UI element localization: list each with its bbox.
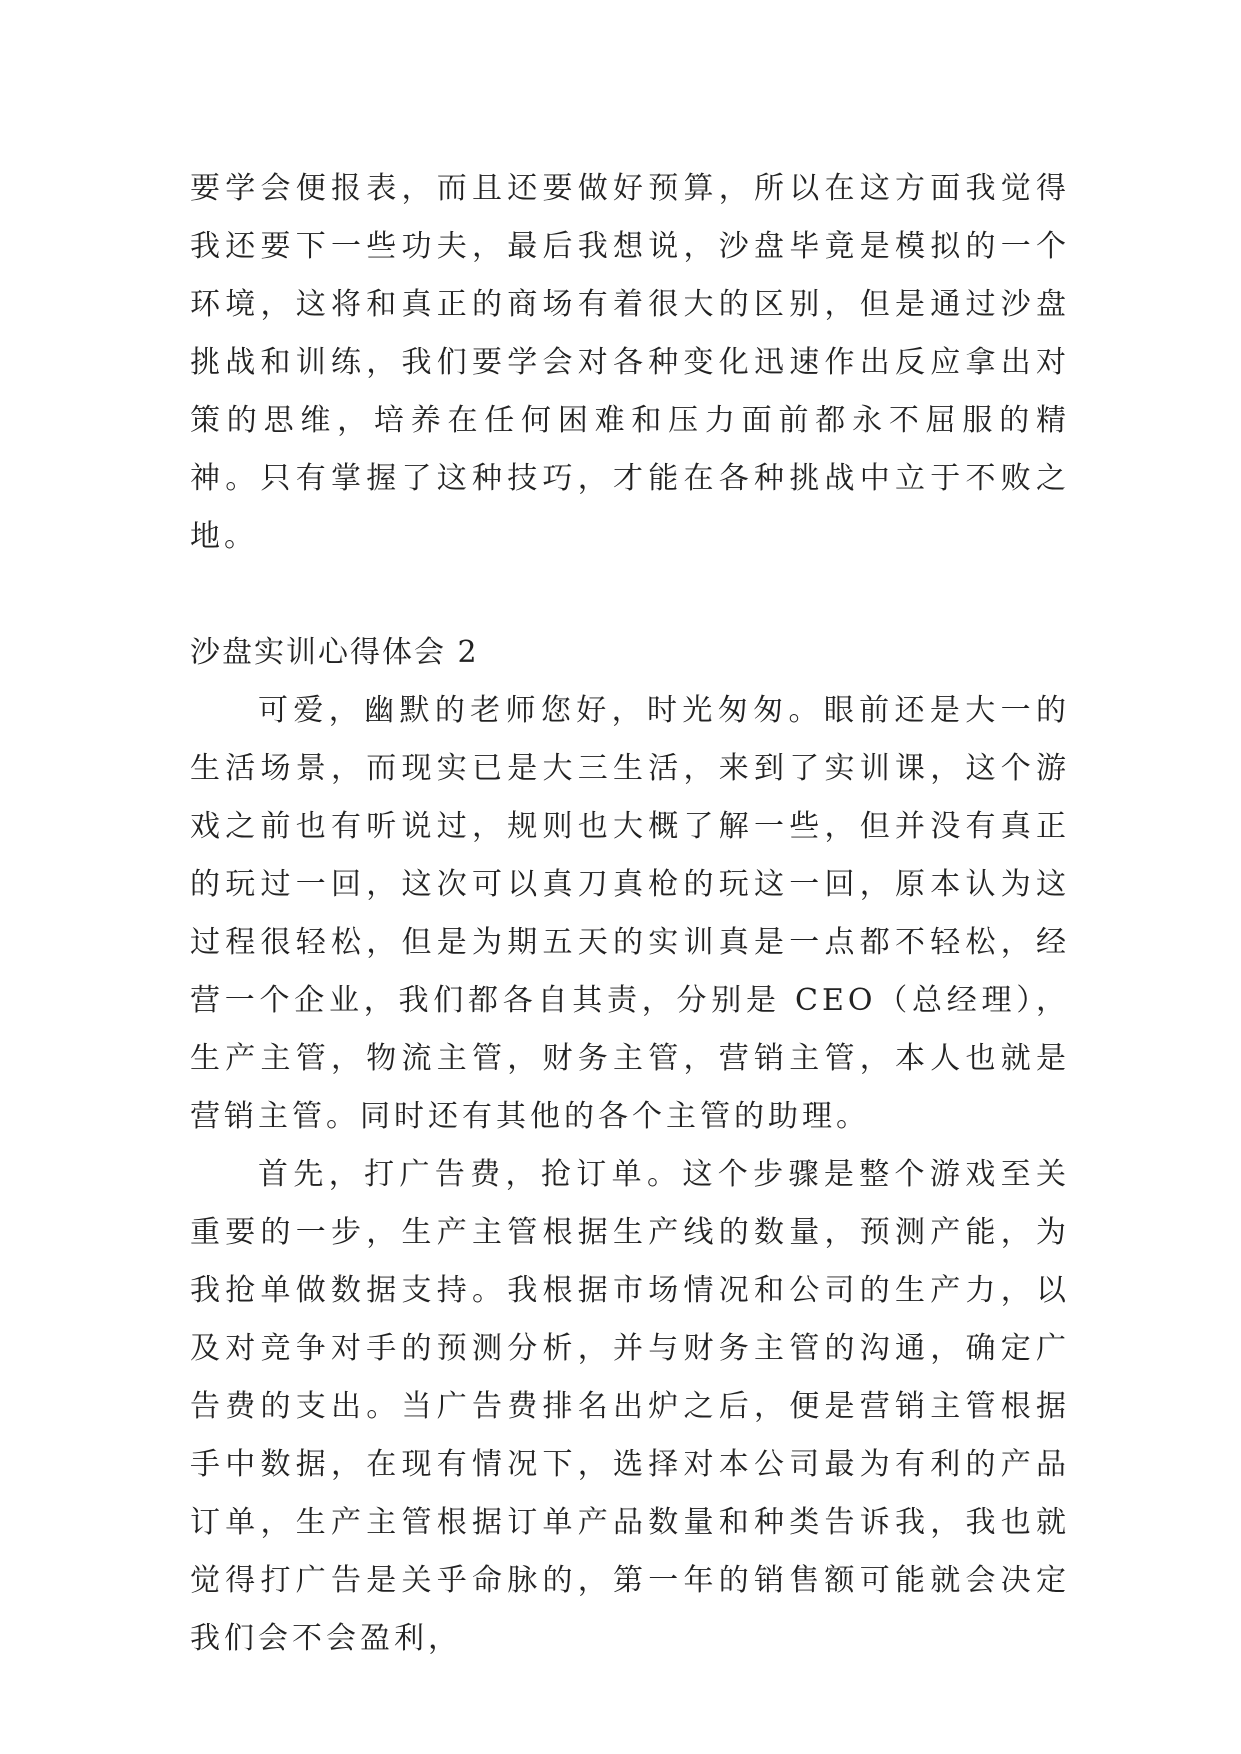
section-title: 沙盘实训心得体会 2 [190,635,479,670]
paragraph-intro: 可爱，幽默的老师您好，时光匆匆。眼前还是大一的生活场景，而现实已是大三生活，来到了实训课，这个游戏之前也有听说过，规则也大概了解一些，但并没有真正的玩过一回，这次可以真刀真枪的玩这一回，原本认为这过程很轻松，但是为期五天的实训真是一点都不轻松，经营一个企业，我们都各自其责，分别是 CEO（总经理），生产主管，物流主管，财务主管，营销主管，本人也就是营销主管。同时还有其他的各个主管的助理。 [190,693,1070,1134]
paragraph-advertising: 首先，打广告费，抢订单。这个步骤是整个游戏至关重要的一步，生产主管根据生产线的数量，预测产能，为我抢单做数据支持。我根据市场情况和公司的生产力，以及对竞争对手的预测分析，并与财务主管的沟通，确定广告费的支出。当广告费排名出炉之后，便是营销主管根据手中数据，在现有情况下，选择对本公司最为有利的产品订单，生产主管根据订单产品数量和种类告诉我，我也就觉得打广告是关乎命脉的，第一年的销售额可能就会决定我们会不会盈利， [190,1157,1070,1656]
document-page [190,160,1070,1668]
paragraph-continuation: 要学会便报表，而且还要做好预算，所以在这方面我觉得我还要下一些功夫，最后我想说，沙盘毕竟是模拟的一个环境，这将和真正的商场有着很大的区别，但是通过沙盘挑战和训练，我们要学会对各种变化迅速作出反应拿出对策的思维，培养在任何困难和压力面前都永不屈服的精神。只有掌握了这种技巧，才能在各种挑战中立于不败之地。 [190,171,1070,554]
